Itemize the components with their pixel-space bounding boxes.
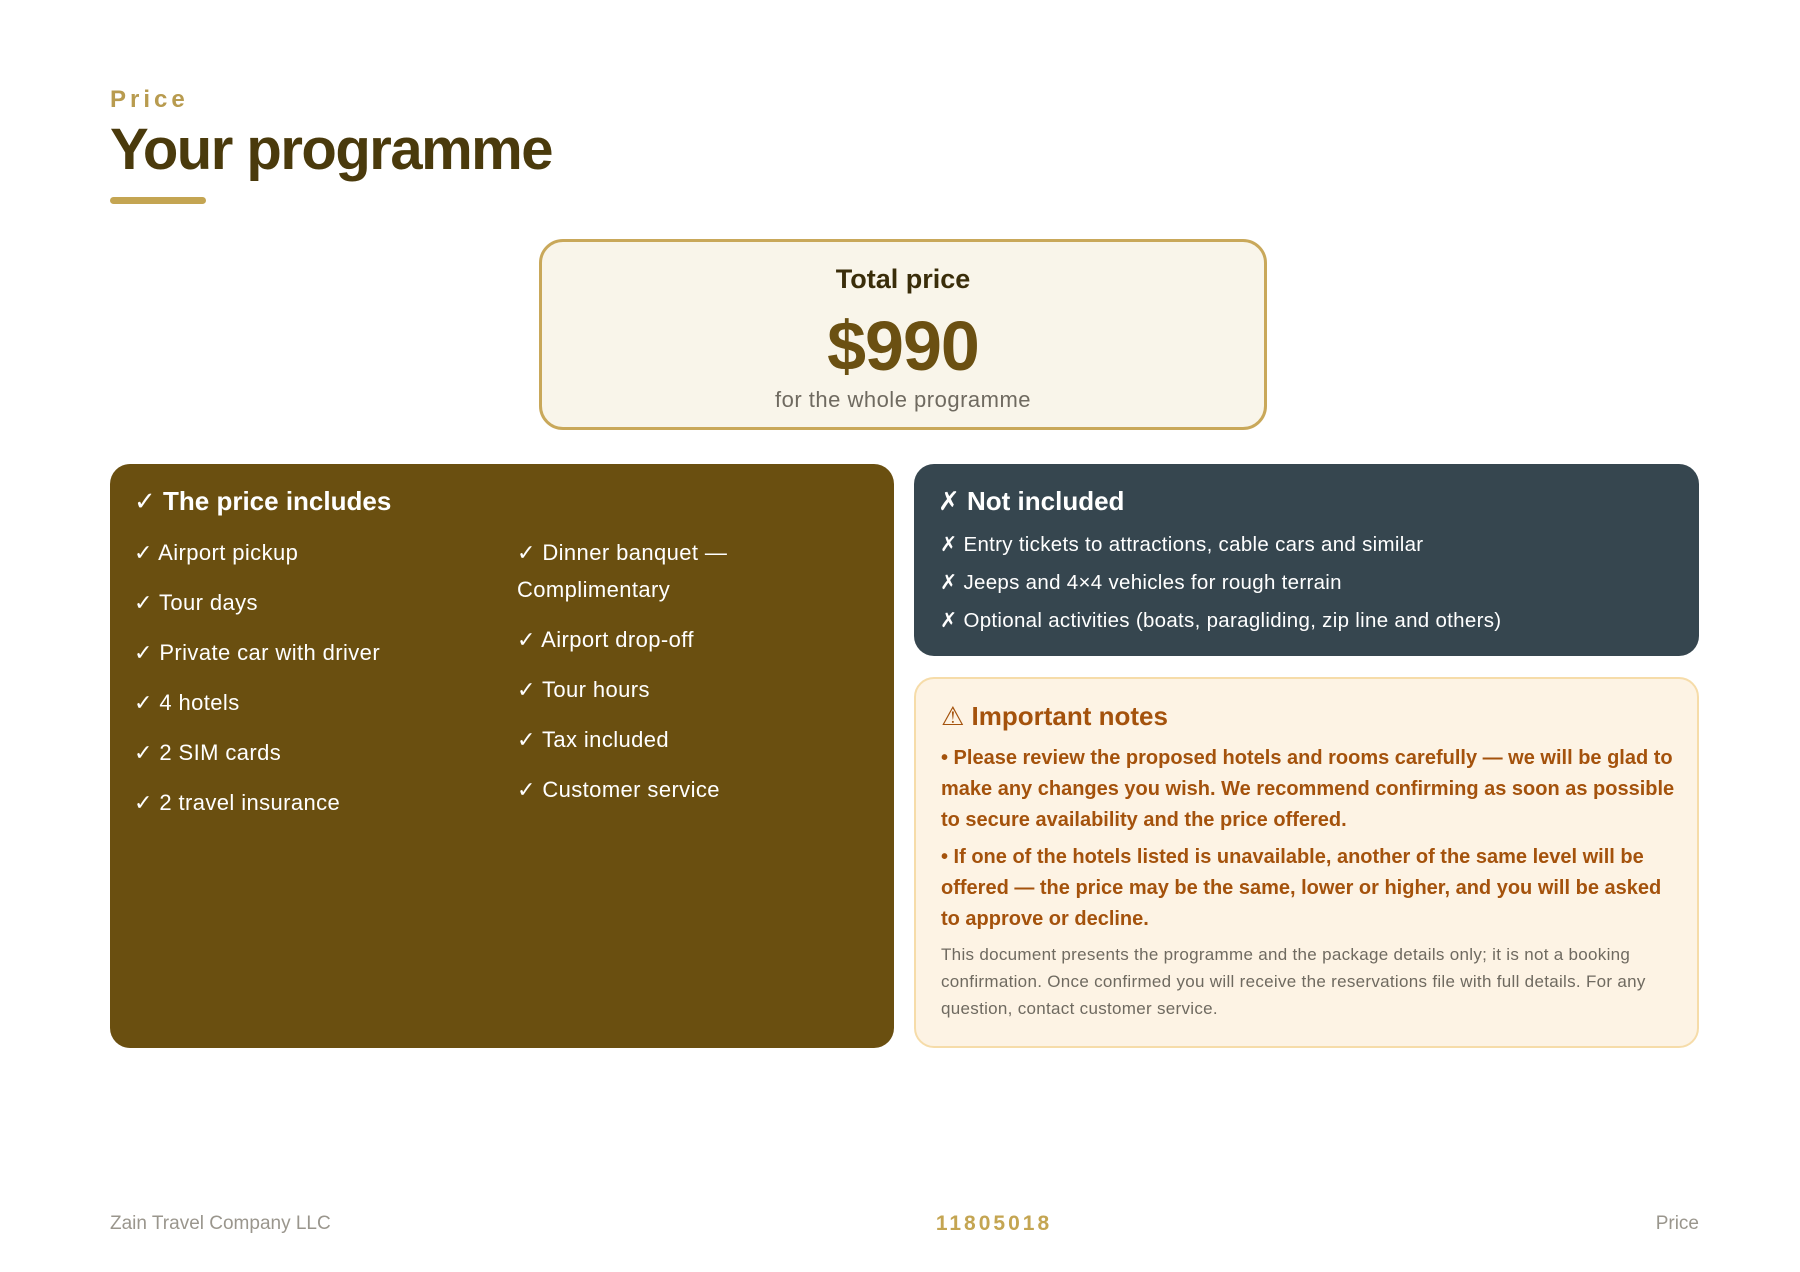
- not-included-card: [914, 464, 1699, 656]
- includes-list-left: [134, 534, 494, 834]
- list-item: ✓ 2 travel insurance: [134, 790, 341, 815]
- note-point: • If one of the hotels listed is unavailable, another of the same level will be offered — the price may be the same, lower or higher, and you will be asked to approve or decline.: [941, 846, 1662, 930]
- not-included-heading: ✗ Not included: [938, 486, 1125, 516]
- total-price-amount: $990: [827, 307, 979, 385]
- important-notes-card: [914, 677, 1699, 1048]
- important-notes-body: [941, 743, 1675, 1022]
- list-item: ✓ Tax included: [517, 727, 670, 752]
- important-notes-heading: ⚠ Important notes: [941, 701, 1168, 731]
- footer-reference: 11805018: [935, 1212, 1053, 1235]
- not-included-list: [940, 530, 1501, 644]
- list-item: ✓ 4 hotels: [134, 690, 240, 715]
- price-includes-card: [110, 464, 894, 1048]
- note-point: • Please review the proposed hotels and rooms carefully — we will be glad to make any changes you wish. We recommend confirming as soon as possible to secure availability and the price offered.: [941, 747, 1675, 831]
- list-item: ✓ Dinner banquet — Complimentary: [517, 540, 728, 602]
- list-item: ✓ Airport pickup: [134, 540, 299, 565]
- list-item: ✓ Private car with driver: [134, 640, 381, 665]
- total-price-label: Total price: [835, 264, 971, 294]
- section-eyebrow: Price: [110, 86, 189, 113]
- list-item: ✗ Entry tickets to attractions, cable cars and similar: [940, 533, 1424, 556]
- disclaimer-text: This document presents the programme and the package details only; it is not a booking confirmation. Once confirmed you will receive the reservations file with full details. For any question, contact customer service.: [941, 945, 1646, 1018]
- list-item: ✗ Jeeps and 4×4 vehicles for rough terrain: [940, 571, 1342, 594]
- list-item: ✓ Tour hours: [517, 677, 650, 702]
- price-includes-heading: ✓ The price includes: [134, 486, 392, 516]
- list-item: ✓ Tour days: [134, 590, 258, 615]
- footer-section: Price: [1655, 1213, 1699, 1234]
- footer-company: Zain Travel Company LLC: [110, 1213, 331, 1234]
- title-underline: [110, 197, 206, 204]
- list-item: ✓ Airport drop-off: [517, 627, 694, 652]
- list-item: ✓ Customer service: [517, 777, 720, 802]
- total-price-card: [539, 239, 1267, 430]
- includes-list-right: [517, 534, 877, 821]
- page-title: Your programme: [110, 117, 553, 182]
- list-item: ✗ Optional activities (boats, paragliding, zip line and others): [940, 609, 1502, 632]
- total-price-subtitle: for the whole programme: [774, 387, 1032, 412]
- list-item: ✓ 2 SIM cards: [134, 740, 282, 765]
